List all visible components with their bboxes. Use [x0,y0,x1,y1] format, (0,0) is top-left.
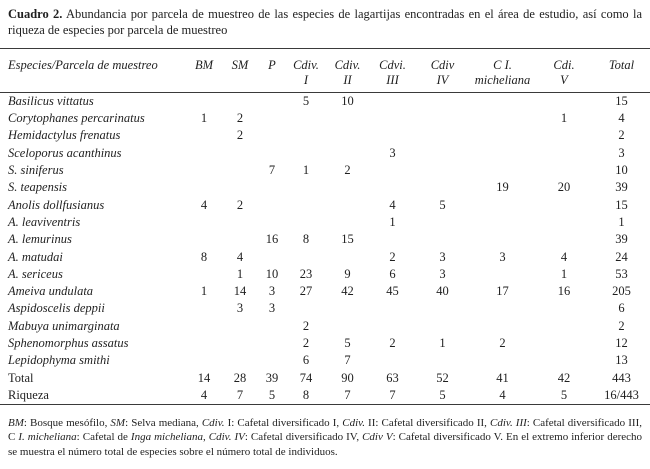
cell-value [370,179,415,196]
cell-value [325,179,370,196]
cell-value [287,300,325,317]
cell-value [325,300,370,317]
cell-value [325,145,370,162]
cell-value: 42 [341,284,354,299]
cell-value: 2 [618,128,625,143]
cell-value: 2 [302,336,310,350]
cell-value: 443 [612,370,631,385]
table-row [0,369,650,386]
cell-value [287,248,325,265]
cell-value [370,300,415,317]
cell-value: 14 [197,370,211,385]
cell-value [470,300,535,317]
table-row [0,300,650,317]
cell-value: 5 [439,197,446,212]
cell-value: 1 [560,266,568,281]
cell-value: 3 [236,301,244,316]
cell-value: 3 [439,249,446,264]
cell-value [415,110,470,127]
cell-value: 1 [560,111,568,126]
cell-value [287,196,325,213]
cell-value: 2 [302,318,310,333]
cell-value [223,162,257,179]
table-body [0,93,650,405]
cell-value [415,231,470,248]
cell-value: 42 [557,370,571,385]
cell-value: 7 [389,387,396,402]
cell-value [370,352,415,369]
cell-value [185,352,223,369]
cell-value: 8 [302,232,310,247]
cell-value: 20 [557,180,571,195]
cell-value: 1 [236,266,244,281]
cell-value: 4 [200,387,208,402]
cell-value: 205 [612,284,631,299]
cell-value: 3 [618,145,625,160]
row-label: Total [8,370,34,385]
cell-value [223,352,257,369]
table-row [0,110,650,127]
cell-value [257,335,287,352]
cell-value [535,214,593,231]
cell-value: 3 [268,301,276,316]
cell-value [287,127,325,144]
cell-value: 4 [200,197,208,212]
row-label: S. siniferus [8,163,64,178]
cell-value [223,93,257,111]
cell-value [535,352,593,369]
cell-value [257,248,287,265]
cell-value: 6 [389,266,396,281]
caption-text: Abundancia por parcela de muestreo de las especies de lagartijas encontradas en el área de estudio, así como la riqueza de especies por parcela de muestreo [8,7,642,37]
cell-value [415,214,470,231]
column-header: Cdiv IV [430,58,455,87]
cell-value: 5 [268,387,276,402]
cell-value: 4 [389,197,396,212]
column-header: BM [194,58,214,72]
table-row [0,352,650,369]
row-label: Lepidophyma smithi [8,353,110,368]
cell-value: 27 [299,284,313,299]
row-label: Mabuya unimarginata [8,318,120,333]
cell-value: 7 [236,387,244,402]
cell-value [287,179,325,196]
row-label: Corytophanes percarinatus [8,111,145,126]
cell-value [470,110,535,127]
table-row [0,127,650,144]
row-label: A. leaviventris [8,214,81,229]
cell-value [415,318,470,335]
cell-value [257,179,287,196]
cell-value [257,196,287,213]
cell-value: 1 [200,284,208,299]
table-row [0,93,650,111]
cell-value [470,231,535,248]
cell-value: 2 [389,336,396,350]
cell-value [257,145,287,162]
cell-value: 2 [344,163,351,178]
cell-value: 90 [341,370,354,385]
cell-value [415,93,470,111]
column-header: SM [231,58,249,72]
row-label: A. lemurinus [8,232,72,247]
cell-value: 16/443 [604,387,639,402]
cell-value: 39 [615,180,628,195]
column-header-species: Especies/Parcela de muestreo [8,58,158,72]
table-row [0,248,650,265]
cell-value: 28 [233,370,247,385]
column-header: C I. micheliana [474,58,531,87]
cell-value: 1 [389,214,396,229]
cell-value: 4 [560,249,568,264]
cell-value: 14 [233,284,247,299]
cell-value [185,335,223,352]
cell-value [257,93,287,111]
row-label: S. teapensis [8,180,68,195]
cell-value: 4 [499,387,506,402]
cell-value [223,335,257,352]
table-header-row [0,49,650,93]
cell-value [257,352,287,369]
cell-value [370,318,415,335]
cell-value: 15 [615,197,628,212]
cell-value [185,93,223,111]
cell-value: 5 [344,336,351,350]
cell-value: 41 [496,370,509,385]
cell-value [470,93,535,111]
cell-value [287,110,325,127]
cell-value: 45 [386,284,399,299]
cell-value: 53 [615,266,628,281]
cell-value [325,196,370,213]
table-row [0,214,650,231]
cell-value [415,300,470,317]
cell-value: 39 [265,370,279,385]
cell-value: 6 [618,301,625,316]
caption-label: Cuadro 2. [8,7,63,21]
row-label: Ameiva undulata [8,284,94,299]
cell-value [223,318,257,335]
cell-value: 15 [341,232,354,247]
cell-value: 8 [200,249,208,264]
cell-value [287,145,325,162]
cell-value: 12 [615,336,628,350]
cell-value [370,110,415,127]
table-row [0,387,650,405]
cell-value [325,318,370,335]
cell-value [370,162,415,179]
cell-value [257,214,287,231]
cell-value [370,93,415,111]
table-row [0,162,650,179]
cell-value [470,352,535,369]
cell-value [470,145,535,162]
cell-value [535,127,593,144]
cell-value: 6 [302,353,310,368]
row-label: Hemidactylus frenatus [8,128,121,143]
cell-value [325,214,370,231]
cell-value [470,318,535,335]
cell-value: 2 [389,249,396,264]
cell-value [325,110,370,127]
cell-value [535,196,593,213]
cell-value: 1 [618,214,625,229]
table-row [0,179,650,196]
cell-value: 10 [615,163,628,178]
cell-value: 1 [302,163,310,178]
cell-value [470,214,535,231]
cell-value: 5 [560,387,568,402]
table-row [0,283,650,300]
cell-value: 3 [268,284,276,299]
cell-value [325,248,370,265]
column-header: Cdi. V [553,58,575,87]
cell-value [535,318,593,335]
cell-value: 4 [618,111,625,126]
cell-value: 74 [299,370,313,385]
table-caption [8,6,642,38]
abundance-table [0,48,650,405]
cell-value: 24 [615,249,628,264]
cell-value [470,266,535,283]
cell-value [185,266,223,283]
cell-value [370,127,415,144]
cell-value: 5 [439,387,446,402]
cell-value [535,300,593,317]
column-header: Cdiv. I [293,58,319,87]
cell-value: 7 [344,353,351,368]
cell-value [535,335,593,352]
cell-value [415,162,470,179]
table-row [0,231,650,248]
cell-value [185,231,223,248]
row-label: A. matudai [8,249,63,264]
cell-value [535,93,593,111]
row-label: Sphenomorphus assatus [8,336,129,350]
cell-value: 15 [615,94,628,108]
cell-value: 3 [389,145,396,160]
cell-value: 52 [436,370,449,385]
table-row [0,335,650,352]
table-row [0,266,650,283]
table-footnote: BM: Bosque mesófilo, SM: Selva mediana, Cdiv. I: Cafetal diversificado I, Cdiv. II: Cafetal diversificado II, Cdiv. III: Cafetal diversificado III, C I. micheliana: Cafetal de Inga micheliana, Cdiv. IV: Cafetal diversificado IV, Cdiv V: Cafetal diversificado V. En el extremo inferior derecho se muestra el número total de especies sobre el número total de individuos. [8,416,643,458]
cell-value: 40 [436,284,449,299]
cell-value: 19 [496,180,509,195]
cell-value [185,179,223,196]
column-header: Cdiv. II [334,58,361,87]
cell-value: 3 [499,249,506,264]
cell-value [257,318,287,335]
cell-value [415,127,470,144]
cell-value [223,145,257,162]
cell-value [223,214,257,231]
cell-value: 2 [499,336,506,350]
row-label: Aspidoscelis deppii [8,301,105,316]
table-row [0,196,650,213]
cell-value [415,352,470,369]
table-row [0,145,650,162]
cell-value: 16 [265,232,279,247]
row-label: A. sericeus [8,266,63,281]
cell-value [470,162,535,179]
cell-value [535,231,593,248]
row-label: Basilicus vittatus [8,94,94,108]
cell-value [325,127,370,144]
cell-value: 10 [265,266,279,281]
cell-value: 7 [344,387,351,402]
cell-value [535,145,593,162]
cell-value [223,179,257,196]
cell-value: 1 [200,111,208,126]
cell-value: 23 [299,266,313,281]
cell-value [223,231,257,248]
cell-value: 13 [615,353,628,368]
cell-value [257,127,287,144]
table-row [0,318,650,335]
cell-value: 1 [439,336,446,350]
cell-value [415,179,470,196]
cell-value [470,127,535,144]
cell-value: 2 [618,318,625,333]
cell-value [415,145,470,162]
cell-value [370,231,415,248]
cell-value: 2 [236,197,244,212]
row-label: Anolis dollfusianus [8,197,105,212]
cell-value: 5 [302,94,310,108]
cell-value: 63 [386,370,399,385]
cell-value: 39 [615,232,628,247]
cell-value [185,300,223,317]
cell-value [257,110,287,127]
cell-value: 10 [341,94,354,108]
column-header: P [268,58,276,72]
cell-value [185,162,223,179]
cell-value [185,318,223,335]
cell-value: 2 [236,111,244,126]
cell-value: 16 [557,284,571,299]
cell-value: 7 [268,163,276,178]
cell-value: 4 [236,249,244,264]
cell-value: 17 [496,284,509,299]
cell-value [287,214,325,231]
cell-value: 9 [344,266,351,281]
cell-value [185,214,223,231]
cell-value: 2 [236,128,244,143]
row-label: Sceloporus acanthinus [8,145,122,160]
column-header: Cdvi. III [379,58,406,87]
cell-value [185,145,223,162]
cell-value: 8 [302,387,310,402]
cell-value [470,196,535,213]
cell-value: 3 [439,266,446,281]
row-label: Riqueza [8,387,49,402]
column-header: Total [608,58,635,72]
cell-value [535,162,593,179]
cell-value [185,127,223,144]
